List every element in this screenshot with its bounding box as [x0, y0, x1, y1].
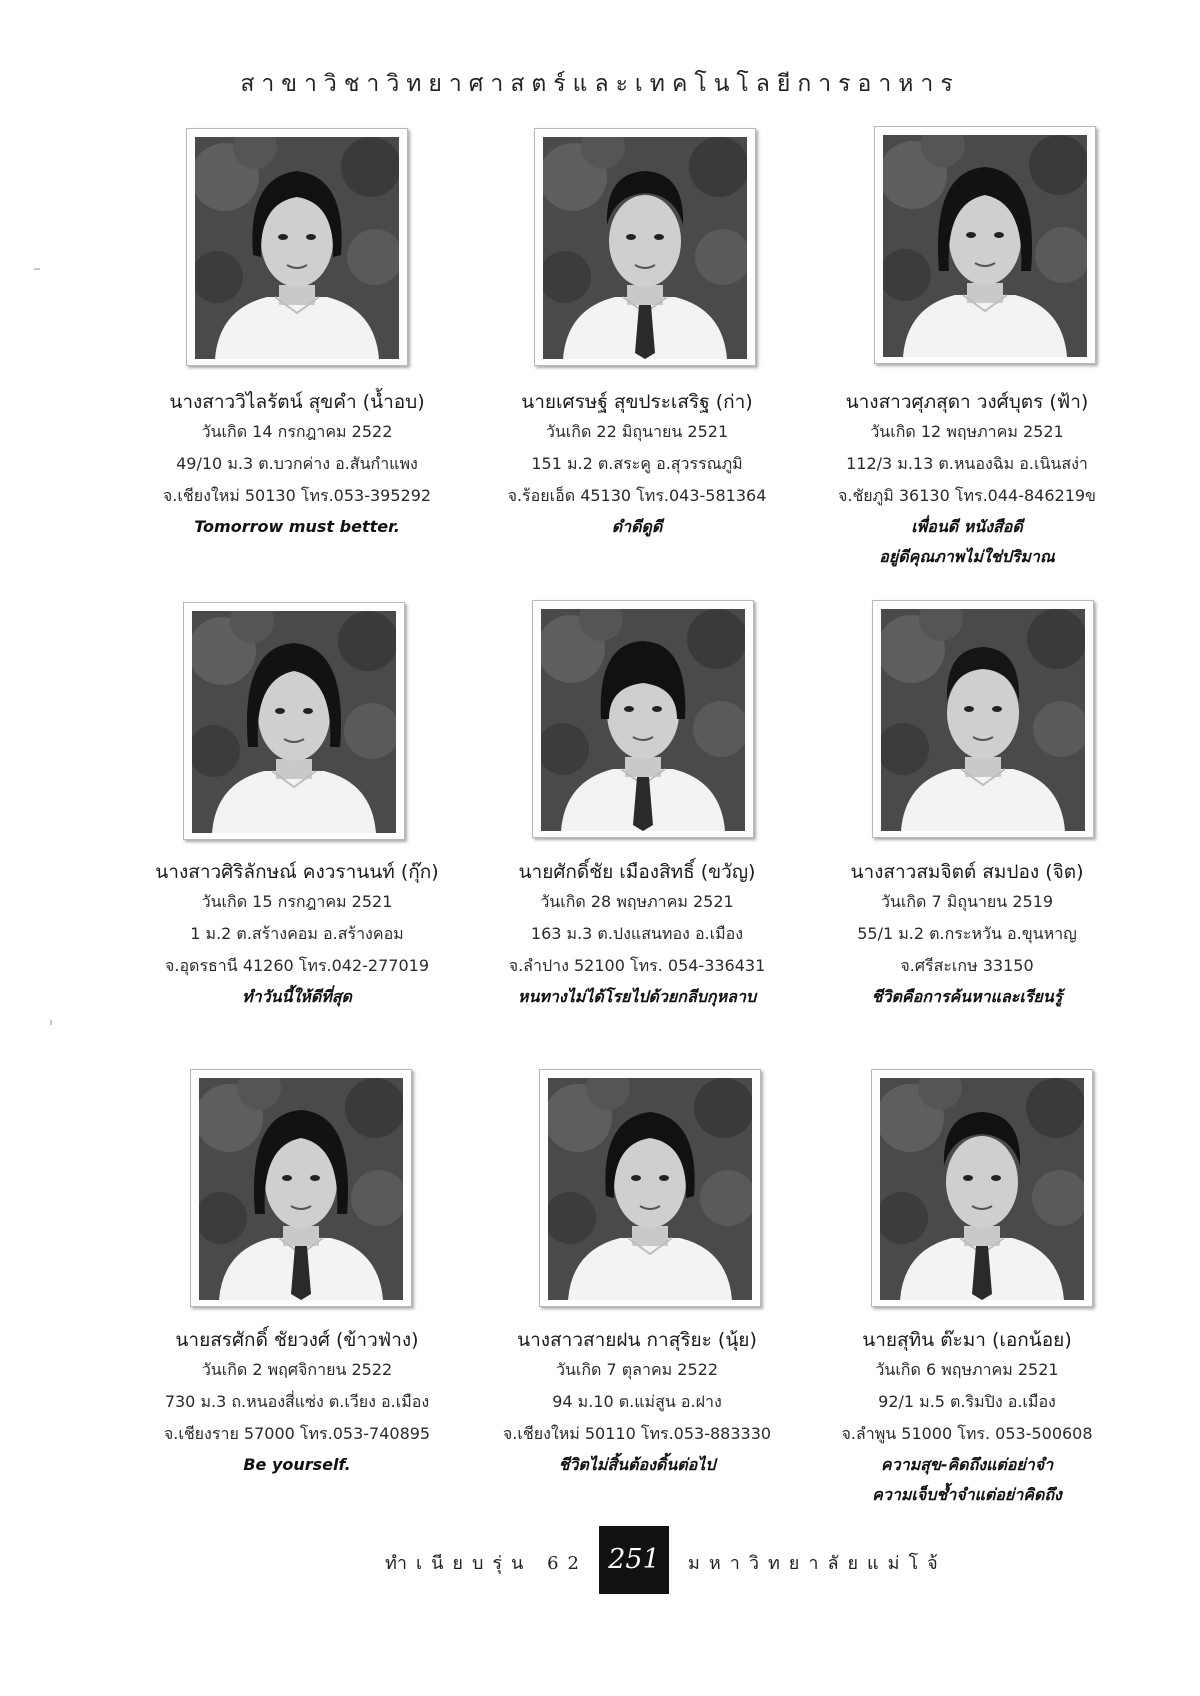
student-birthdate: วันเกิด 7 มิถุนายน 2519: [880, 892, 1054, 911]
student-motto: ชีวิตคือการค้นหาและเรียนรู้: [871, 987, 1063, 1006]
student-name: นายศักดิ์ชัย เมืองสิทธิ์ (ขวัญ): [518, 861, 756, 883]
student-address: 55/1 ม.2 ต.กระหวัน อ.ขุนหาญ: [857, 924, 1077, 943]
student-photo: [183, 602, 405, 840]
student-name: นางสาวศุภสุดา วงศ์บุตร (ฟ้า): [845, 391, 1089, 413]
student-name: นางสาวสมจิตต์ สมปอง (จิต): [850, 861, 1084, 883]
student-photo: [190, 1069, 412, 1307]
page-number: 251: [599, 1526, 669, 1594]
student-card: [797, 598, 1137, 1012]
student-photo: [534, 128, 756, 366]
student-card: [797, 1066, 1137, 1510]
student-birthdate: วันเกิด 22 มิถุนายน 2521: [545, 422, 729, 441]
student-motto: ความเจ็บช้ำจำแต่อย่าคิดถึง: [872, 1485, 1062, 1504]
student-address: 49/10 ม.3 ต.บวกค่าง อ.สันกำแพง: [176, 454, 418, 473]
student-address: จ.ลำพูน 51000 โทร. 053-500608: [841, 1424, 1093, 1443]
student-name: นางสาววิไลรัตน์ สุขคำ (น้ำอบ): [169, 391, 425, 413]
student-address: 163 ม.3 ต.ปงแสนทอง อ.เมือง: [530, 924, 744, 943]
student-photo: [871, 1069, 1093, 1307]
student-birthdate: วันเกิด 12 พฤษภาคม 2521: [870, 422, 1064, 441]
portrait-image: [881, 609, 1085, 831]
student-motto: Tomorrow must better.: [194, 517, 400, 536]
student-name: นายสุทิน ต๊ะมา (เอกน้อย): [862, 1329, 1072, 1351]
student-address: จ.ร้อยเอ็ด 45130 โทร.043-581364: [507, 486, 767, 505]
student-address: 94 ม.10 ต.แม่สูน อ.ฝาง: [552, 1392, 722, 1411]
student-card: [467, 598, 807, 1012]
portrait-image: [883, 135, 1087, 357]
student-name: นายสรศักดิ์ ชัยวงศ์ (ข้าวฟ่าง): [175, 1329, 419, 1351]
student-birthdate: วันเกิด 15 กรกฎาคม 2521: [201, 892, 393, 911]
student-address: จ.อุดรธานี 41260 โทร.042-277019: [164, 956, 430, 975]
student-photo: [186, 128, 408, 366]
student-birthdate: วันเกิด 6 พฤษภาคม 2521: [875, 1360, 1059, 1379]
student-birthdate: วันเกิด 2 พฤศจิกายน 2522: [201, 1360, 393, 1379]
student-address: 151 ม.2 ต.สระคู อ.สุวรรณภูมิ: [531, 454, 743, 473]
student-motto: อยู่ดีคุณภาพไม่ใช่ปริมาณ: [879, 547, 1055, 566]
student-photo: [872, 600, 1094, 838]
student-address: 92/1 ม.5 ต.ริมปิง อ.เมือง: [878, 1392, 1056, 1411]
student-motto: Be yourself.: [243, 1455, 351, 1474]
student-name: นายเศรษฐ์ สุขประเสริฐ (ก่า): [521, 391, 753, 413]
student-address: จ.ลำปาง 52100 โทร. 054-336431: [508, 956, 766, 975]
student-motto: เพื่อนดี หนังสือดี: [911, 517, 1023, 536]
footer-university-label: มหาวิทยาลัยแม่โจ้: [688, 1553, 947, 1574]
student-address: 730 ม.3 ถ.หนองสี่แซ่ง ต.เวียง อ.เมือง: [164, 1392, 430, 1411]
student-motto: ทำวันนี้ให้ดีที่สุด: [242, 987, 352, 1006]
footer-yearbook-label: ทำเนียบรุ่น 62: [384, 1553, 588, 1574]
student-address: จ.ศรีสะเกษ 33150: [900, 956, 1034, 975]
portrait-image: [880, 1078, 1084, 1300]
page-footer: [0, 1526, 1200, 1596]
student-address: 112/3 ม.13 ต.หนองฉิม อ.เนินสง่า: [846, 454, 1088, 473]
student-birthdate: วันเกิด 28 พฤษภาคม 2521: [540, 892, 734, 911]
portrait-image: [192, 611, 396, 833]
student-photo: [539, 1069, 761, 1307]
student-card: [797, 128, 1137, 572]
student-birthdate: วันเกิด 14 กรกฎาคม 2522: [201, 422, 393, 441]
student-name: นางสาวสายฝน กาสุริยะ (นุ้ย): [517, 1329, 757, 1351]
student-birthdate: วันเกิด 7 ตุลาคม 2522: [555, 1360, 719, 1379]
student-address: จ.เชียงราย 57000 โทร.053-740895: [163, 1424, 431, 1443]
student-address: จ.ชัยภูมิ 36130 โทร.044-846219ข: [837, 486, 1096, 505]
student-motto: ความสุข-คิดถึงแต่อย่าจำ: [880, 1455, 1054, 1474]
student-address: 1 ม.2 ต.สร้างคอม อ.สร้างคอม: [190, 924, 404, 943]
portrait-image: [548, 1078, 752, 1300]
student-card: [127, 128, 467, 542]
student-motto: ชีวิตไม่สิ้นต้องดิ้นต่อไป: [558, 1455, 716, 1474]
student-address: จ.เชียงใหม่ 50110 โทร.053-883330: [502, 1424, 772, 1443]
student-motto: ดำดีดูดี: [611, 517, 663, 536]
student-card: [127, 598, 467, 1012]
student-motto: หนทางไม่ได้โรยไปด้วยกลีบกุหลาบ: [517, 987, 757, 1006]
student-photo: [874, 126, 1096, 364]
student-name: นางสาวศิริลักษณ์ คงวรานนท์ (กุ๊ก): [155, 861, 439, 883]
student-card: [127, 1066, 467, 1480]
student-photo: [532, 600, 754, 838]
portrait-image: [199, 1078, 403, 1300]
portrait-image: [195, 137, 399, 359]
student-card: [467, 128, 807, 542]
portrait-image: [543, 137, 747, 359]
portrait-image: [541, 609, 745, 831]
page-title: สาขาวิชาวิทยาศาสตร์และเทคโนโลยีการอาหาร: [240, 71, 960, 97]
student-address: จ.เชียงใหม่ 50130 โทร.053-395292: [162, 486, 432, 505]
student-card: [467, 1066, 807, 1480]
